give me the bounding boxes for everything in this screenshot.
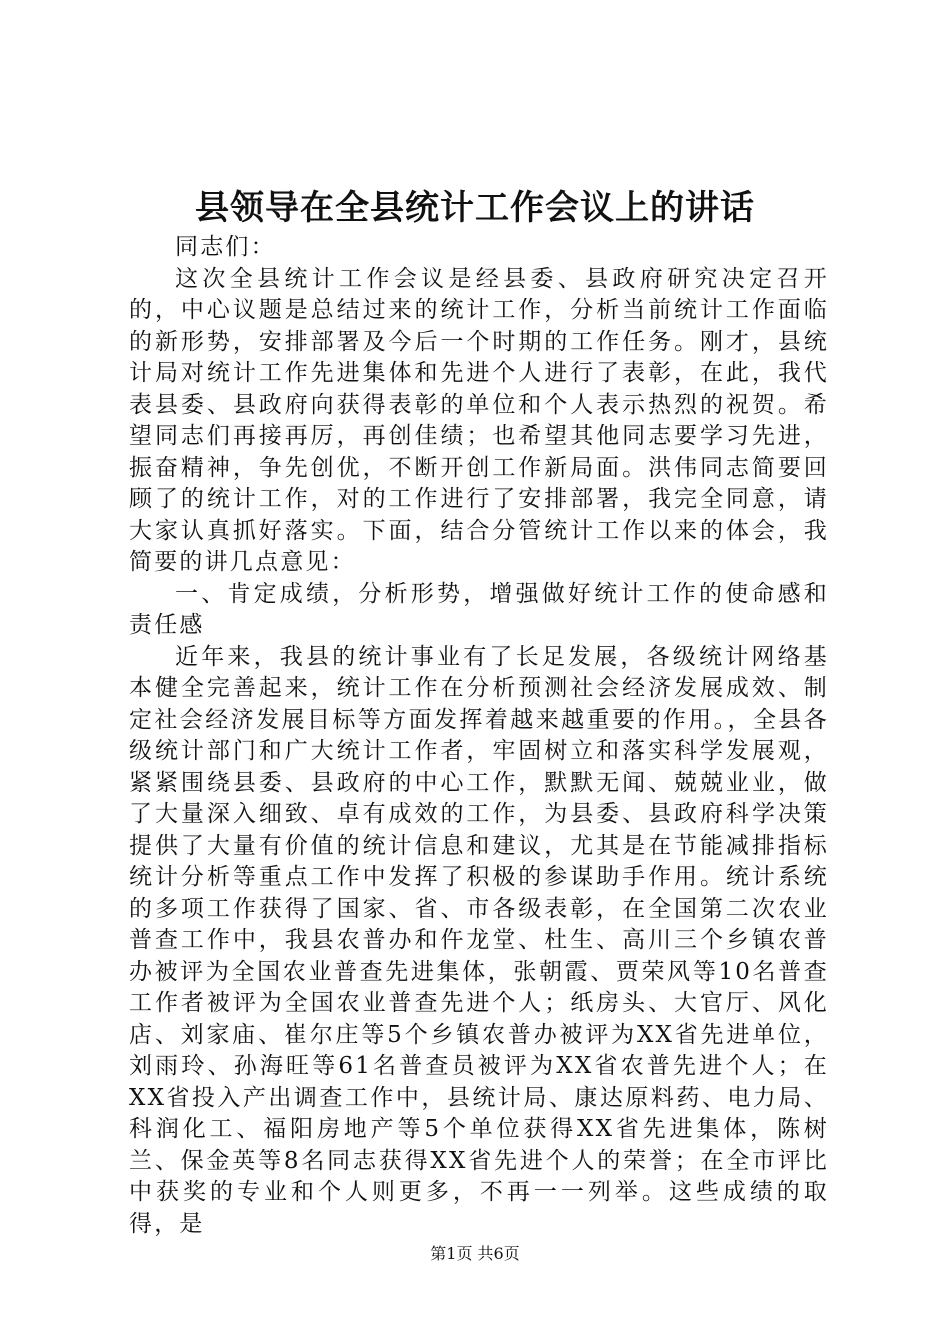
page-number-footer: 第1页 共6页 [430, 1244, 520, 1263]
salutation-paragraph: 同志们： [175, 234, 276, 260]
body-paragraph: 近年来，我县的统计事业有了长足发展，各级统计网络基本健全完善起来，统计工作在分析预测社会经济发展成效、制定社会经济发展目标等方面发挥着越来越重要的作用。，全县各级统计部门和广大统计工作者，牢固树立和落实科学发展观，紧紧围绕县委、县政府的中心工作，默默无闻、兢兢业业，做了大量深入细致、卓有成效的工作，为县委、县政府科学决策提供了大量有价值的统计信息和建议，尤其是在节能减排指标统计分析等重点工作中发挥了积极的参谋助手作用。统计系统的多项工作获得了国家、省、市各级表彰，在全国第二次农业普查工作中，我县农普办和仵龙堂、杜生、高川三个乡镇农普办被评为全国农业普查先进集体，张朝霞、贾荣风等10名普查工作者被评为全国农业普查先进个人；纸房头、大官厅、风化店、刘家庙、崔尔庄等5个乡镇农普办被评为XX省先进单位，刘雨玲、孙海旺等61名普查员被评为XX省农普先进个人；在XX省投入产出调查工作中，县统计局、康达原料药、电力局、科润化工、福阳房地产等5个单位获得XX省先进集体，陈树兰、保金英等8名同志获得XX省先进个人的荣誉；在全市评比中获奖的专业和个人则更多，不再一一列举。这些成绩的取得，是 [129, 643, 829, 1237]
intro-paragraph: 这次全县统计工作会议是经县委、县政府研究决定召开的，中心议题是总结过来的统计工作，分析当前统计工作面临的新形势，安排部署及今后一个时期的工作任务。刚才，县统计局对统计工作先进集体和先进个人进行了表彰，在此，我代表县委、县政府向获得表彰的单位和个人表示热烈的祝贺。希望同志们再接再厉，再创佳绩；也希望其他同志要学习先进，振奋精神，争先创优，不断开创工作新局面。洪伟同志简要回顾了的统计工作，对的工作进行了安排部署，我完全同意，请大家认真抓好落实。下面，结合分管统计工作以来的体会，我简要的讲几点意见： [129, 265, 829, 575]
document-body [129, 232, 829, 1240]
document-title: 县领导在全县统计工作会议上的讲话 [195, 188, 755, 228]
section-heading: 一、肯定成绩，分析形势，增强做好统计工作的使命感和责任感 [129, 580, 829, 638]
